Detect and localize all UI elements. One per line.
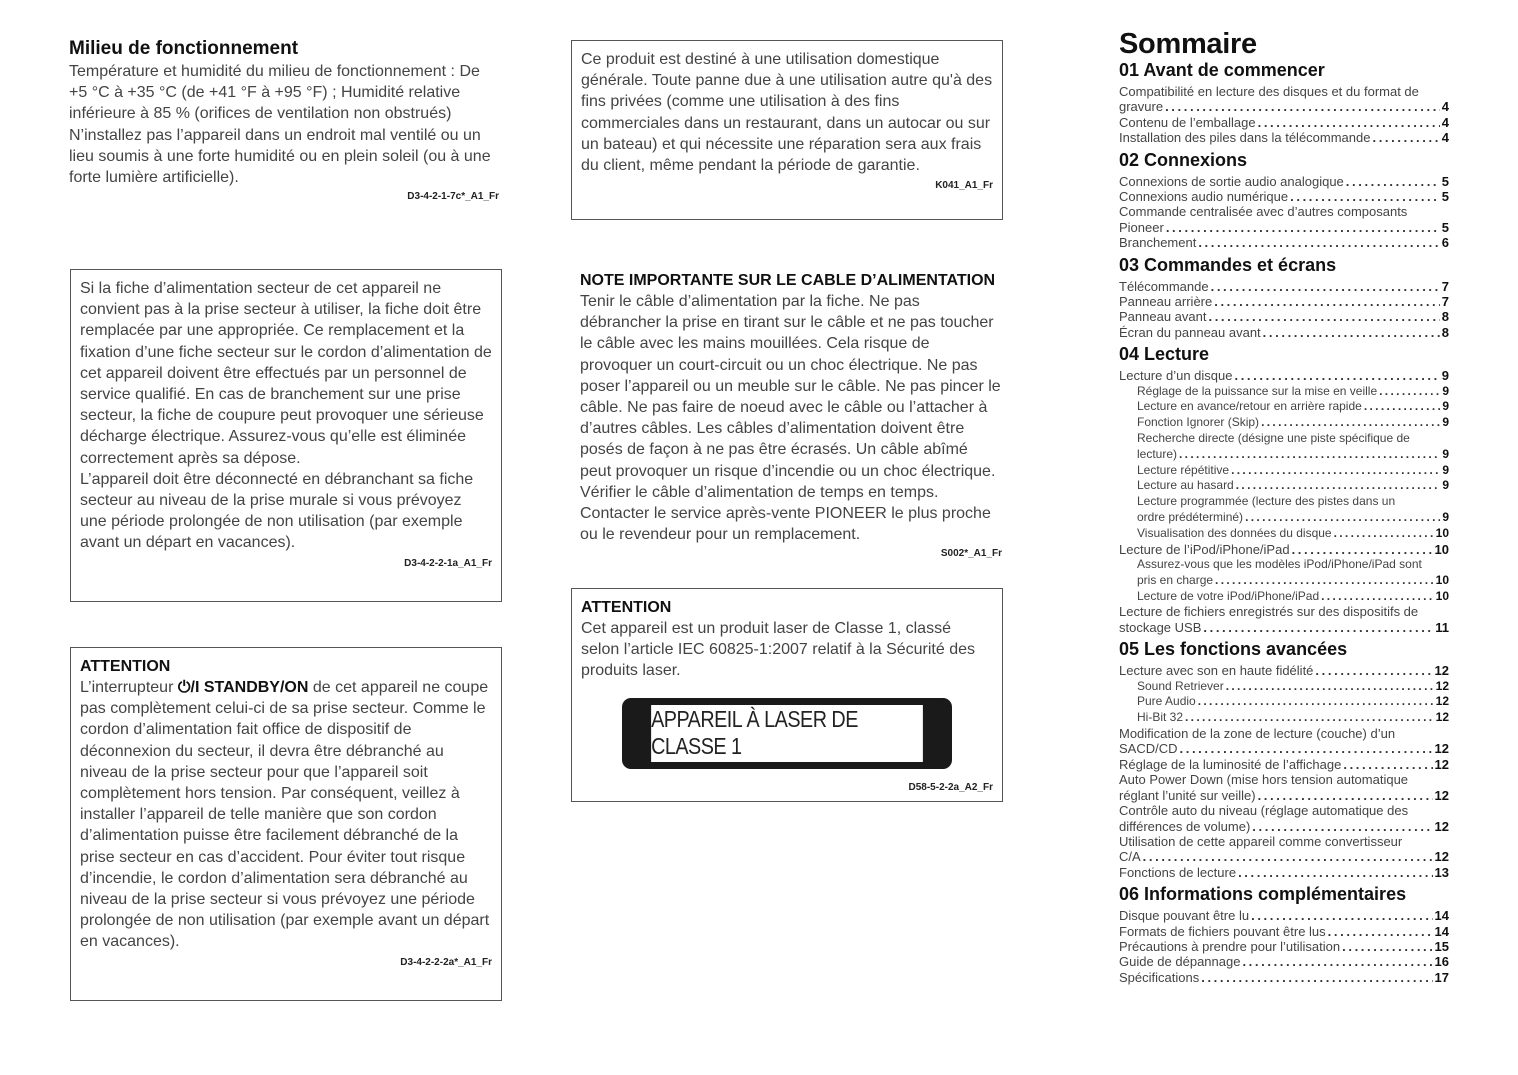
power-cable-text: Tenir le câble d’alimentation par la fiche. Ne pas débrancher la prise en tirant sur le câble et ne pas toucher le câble avec les mains mouillées. Cela risque de provoquer un court-circuit ou un choc électrique. Ne pas poser l’appareil ou un meuble sur le câble. Ne pas pincer le câble. Ne pas faire de noeud avec le câble ou l’attacher à d’autres câbles. Les câbles d’alimentation doivent être posés de façon à ne pas être écrasés. Un câble abîmé peut provoquer un risque d’incendie ou un choc électrique. Vérifier le câble d’alimentation de temps en temps. Contacter le service après-vente PIONEER le plus proche ou le revendeur pour un remplacement. bbox=[580, 293, 1001, 544]
toc-entry[interactable] bbox=[1119, 604, 1449, 635]
toc-page-number: 9 bbox=[1442, 446, 1449, 461]
toc-entry-text: Télécommande bbox=[1119, 278, 1209, 294]
toc-page-number: 12 bbox=[1435, 694, 1449, 709]
toc-page-number: 17 bbox=[1434, 969, 1449, 985]
toc-entry[interactable] bbox=[1119, 478, 1449, 494]
toc-entry-text: Contenu de l’emballage bbox=[1119, 114, 1256, 130]
toc-leader-dots bbox=[1236, 478, 1441, 494]
toc-entry[interactable] bbox=[1119, 970, 1449, 985]
toc-page-number: 9 bbox=[1442, 478, 1449, 493]
toc-entry[interactable] bbox=[1119, 526, 1449, 542]
toc-entry[interactable] bbox=[1119, 772, 1449, 803]
toc-leader-dots bbox=[1208, 309, 1439, 324]
toc-page-number: 9 bbox=[1442, 510, 1449, 525]
toc-entry[interactable] bbox=[1119, 84, 1449, 115]
toc-page-number: 4 bbox=[1441, 130, 1449, 146]
power-cable-title: NOTE IMPORTANTE SUR LE CABLE D’ALIMENTATION bbox=[580, 272, 996, 289]
toc-entry[interactable] bbox=[1119, 710, 1449, 726]
toc-leader-dots bbox=[1238, 865, 1432, 880]
laser-warning-box bbox=[571, 588, 1003, 802]
toc-section-heading[interactable]: 04 Lecture bbox=[1119, 344, 1210, 365]
toc-page-number: 16 bbox=[1434, 954, 1449, 970]
toc-entry-text: Installation des piles dans la télécommande bbox=[1119, 130, 1371, 146]
toc-entry-text: lecture) bbox=[1137, 446, 1178, 461]
toc-leader-dots bbox=[1261, 415, 1440, 431]
toc-entry-text-line1: Modification de la zone de lecture (couche) d’un bbox=[1119, 726, 1396, 742]
toc-leader-dots bbox=[1179, 447, 1440, 463]
toc-entry[interactable] bbox=[1119, 309, 1449, 324]
toc-page-number: 11 bbox=[1435, 619, 1449, 635]
toc-entry[interactable] bbox=[1119, 294, 1449, 309]
toc-leader-dots bbox=[1245, 510, 1440, 526]
toc-leader-dots bbox=[1252, 819, 1432, 834]
toc-entry[interactable] bbox=[1119, 415, 1449, 431]
toc-entry-text-line1: Utilisation de cette appareil comme convertisseur bbox=[1119, 833, 1403, 849]
domestic-use-box bbox=[571, 40, 1003, 220]
toc-entry-text: différences de volume) bbox=[1119, 818, 1251, 834]
toc-entry[interactable] bbox=[1119, 115, 1449, 130]
toc-leader-dots bbox=[1290, 189, 1440, 204]
toc-leader-dots bbox=[1198, 235, 1439, 250]
environment-title: Milieu de fonctionnement bbox=[69, 38, 299, 59]
toc-leader-dots bbox=[1165, 99, 1440, 114]
toc-entry[interactable] bbox=[1119, 189, 1449, 204]
table-of-contents bbox=[1119, 28, 1449, 985]
plug-warning-text-1: Si la fiche d’alimentation secteur de cet appareil ne convient pas à la prise secteur à utiliser, la fiche doit être remplacée par une appropriée. Ce remplacement et la fixation d’une fiche secteur sur le cordon d’alimentation de cet appareil doivent être effectués par un personnel de service qualifié. En cas de branchement sur une prise secteur, la fiche de coupure peut provoquer une sérieuse décharge électrique. Assurez-vous qu’elle est éliminée correctement après sa dépose. bbox=[80, 280, 492, 467]
toc-entry-text: Pure Audio bbox=[1137, 694, 1196, 709]
toc-entry-text: Visualisation des données du disque bbox=[1137, 525, 1332, 540]
toc-body bbox=[1119, 59, 1449, 985]
toc-title: Sommaire bbox=[1119, 28, 1257, 60]
toc-entry-text: Hi-Bit 32 bbox=[1137, 710, 1184, 725]
toc-leader-dots bbox=[1372, 130, 1439, 145]
toc-page-number: 10 bbox=[1435, 588, 1449, 603]
toc-entry-text: C/A bbox=[1119, 849, 1141, 865]
domestic-use-text: Ce produit est destiné à une utilisation domestique générale. Toute panne due à une utilisation autre qu'à des fins privées (comme une utilisation à des fins commerciales dans un restaurant, dans un autocar ou sur un bateau) et qui nécessite une réparation sera aux frais du client, même pendant la période de garantie. bbox=[581, 51, 993, 175]
toc-entry-text: Lecture de votre iPod/iPhone/iPad bbox=[1137, 588, 1320, 603]
toc-entry[interactable] bbox=[1119, 279, 1449, 294]
plug-warning-box bbox=[70, 269, 502, 602]
toc-entry[interactable] bbox=[1119, 542, 1449, 557]
toc-entry-text: Réglage de la luminosité de l’affichage bbox=[1119, 756, 1342, 772]
toc-page-number: 9 bbox=[1442, 462, 1449, 477]
standby-warning-code: D3-4-2-2-2a*_A1_Fr bbox=[400, 956, 492, 968]
toc-entry-text: Panneau avant bbox=[1119, 309, 1207, 325]
toc-entry[interactable] bbox=[1119, 865, 1449, 880]
toc-leader-dots bbox=[1201, 970, 1432, 985]
toc-page-number: 12 bbox=[1434, 663, 1449, 679]
toc-entry-text: Connexions de sortie audio analogique bbox=[1119, 173, 1344, 189]
toc-page-number: 5 bbox=[1441, 219, 1449, 235]
toc-leader-dots bbox=[1315, 663, 1432, 678]
toc-leader-dots bbox=[1166, 220, 1440, 235]
toc-page-number: 10 bbox=[1434, 541, 1449, 557]
toc-entry-text: gravure bbox=[1119, 99, 1164, 115]
toc-leader-dots bbox=[1215, 573, 1434, 589]
toc-entry-text: Connexions audio numérique bbox=[1119, 189, 1289, 205]
toc-page-number: 14 bbox=[1434, 908, 1449, 924]
laser-warning-code: D58-5-2-2a_A2_Fr bbox=[908, 781, 993, 793]
plug-warning-code: D3-4-2-2-1a_A1_Fr bbox=[404, 557, 492, 569]
toc-leader-dots bbox=[1231, 463, 1440, 479]
toc-entry-text: ordre prédéterminé) bbox=[1137, 510, 1244, 525]
toc-leader-dots bbox=[1214, 294, 1440, 309]
toc-leader-dots bbox=[1258, 788, 1433, 803]
toc-section-heading[interactable]: 06 Informations complémentaires bbox=[1119, 884, 1407, 905]
toc-entry-text-line1: Lecture programmée (lecture des pistes dans un bbox=[1137, 494, 1396, 509]
toc-entry-text: Guide de dépannage bbox=[1119, 954, 1241, 970]
laser-warning-text: Cet appareil est un produit laser de Classe 1, classé selon l’article IEC 60825-1:2007 relatif à la Sécurité des produits laser. bbox=[581, 620, 975, 680]
laser-class-label bbox=[622, 698, 952, 769]
toc-entry[interactable] bbox=[1119, 589, 1449, 605]
toc-entry[interactable] bbox=[1119, 557, 1449, 589]
toc-entry[interactable] bbox=[1119, 384, 1449, 400]
toc-entry[interactable] bbox=[1119, 834, 1449, 865]
toc-page-number: 7 bbox=[1441, 278, 1449, 294]
toc-entry-text-line1: Commande centralisée avec d’autres composants bbox=[1119, 204, 1408, 220]
toc-leader-dots bbox=[1211, 279, 1440, 294]
toc-entry[interactable] bbox=[1119, 924, 1449, 939]
toc-entry[interactable] bbox=[1119, 663, 1449, 678]
toc-page-number: 4 bbox=[1441, 114, 1449, 130]
toc-page-number: 7 bbox=[1441, 294, 1449, 310]
toc-entry-text: Réglage de la puissance sur la mise en veille bbox=[1137, 383, 1378, 398]
toc-section-heading[interactable]: 05 Les fonctions avancées bbox=[1119, 639, 1348, 660]
toc-entry[interactable] bbox=[1119, 368, 1449, 383]
toc-page-number: 12 bbox=[1434, 741, 1449, 757]
toc-entry-text: pris en charge bbox=[1137, 572, 1214, 587]
toc-entry-text: Formats de fichiers pouvant être lus bbox=[1119, 923, 1326, 939]
power-cable-section bbox=[580, 270, 1002, 561]
toc-entry-text-line1: Assurez-vous que les modèles iPod/iPhone/iPad sont bbox=[1137, 557, 1422, 572]
toc-leader-dots bbox=[1185, 710, 1434, 726]
toc-leader-dots bbox=[1251, 908, 1432, 923]
toc-entry-text: stockage USB bbox=[1119, 619, 1202, 635]
toc-leader-dots bbox=[1346, 174, 1440, 189]
toc-entry[interactable] bbox=[1119, 130, 1449, 145]
toc-leader-dots bbox=[1203, 620, 1433, 635]
toc-leader-dots bbox=[1321, 589, 1434, 605]
toc-entry-text-line1: Recherche directe (désigne une piste spécifique de bbox=[1137, 431, 1410, 446]
toc-page-number: 6 bbox=[1441, 235, 1449, 251]
toc-page-number: 12 bbox=[1435, 710, 1449, 725]
toc-entry[interactable] bbox=[1119, 399, 1449, 415]
toc-entry-text: Spécifications bbox=[1119, 969, 1200, 985]
toc-entry[interactable] bbox=[1119, 954, 1449, 969]
toc-entry-text: Lecture au hasard bbox=[1137, 478, 1234, 493]
toc-entry[interactable] bbox=[1119, 204, 1449, 235]
laser-class-label-text: APPAREIL À LASER DE CLASSE 1 bbox=[651, 705, 923, 762]
power-cable-code: S002*_A1_Fr bbox=[940, 548, 1002, 560]
standby-warning-text bbox=[80, 677, 492, 953]
toc-entry-text: Branchement bbox=[1119, 235, 1197, 251]
toc-entry-text: Pioneer bbox=[1119, 219, 1164, 235]
toc-entry-text: Fonctions de lecture bbox=[1119, 864, 1237, 880]
toc-page-number: 12 bbox=[1434, 787, 1449, 803]
toc-leader-dots bbox=[1263, 325, 1440, 340]
toc-page-number: 4 bbox=[1441, 99, 1449, 115]
toc-entry[interactable] bbox=[1119, 235, 1449, 250]
toc-leader-dots bbox=[1379, 384, 1440, 400]
toc-leader-dots bbox=[1143, 849, 1433, 864]
toc-section-heading[interactable]: 03 Commandes et écrans bbox=[1119, 254, 1337, 275]
toc-entry-text-line1: Contrôle auto du niveau (réglage automatique des bbox=[1119, 803, 1409, 819]
toc-page-number: 15 bbox=[1434, 938, 1449, 954]
toc-leader-dots bbox=[1334, 526, 1434, 542]
toc-entry-text: Lecture d’un disque bbox=[1119, 368, 1233, 384]
toc-page-number: 9 bbox=[1441, 368, 1449, 384]
toc-page-number: 8 bbox=[1441, 309, 1449, 325]
toc-page-number: 10 bbox=[1435, 525, 1449, 540]
toc-entry[interactable] bbox=[1119, 908, 1449, 923]
toc-entry-text: Écran du panneau avant bbox=[1119, 324, 1261, 340]
toc-entry[interactable] bbox=[1119, 726, 1449, 757]
toc-entry-text: Disque pouvant être lu bbox=[1119, 908, 1250, 924]
toc-leader-dots bbox=[1234, 368, 1439, 383]
toc-page-number: 9 bbox=[1442, 399, 1449, 414]
toc-page-number: 14 bbox=[1434, 923, 1449, 939]
toc-entry-text: Lecture de l’iPod/iPhone/iPad bbox=[1119, 541, 1290, 557]
laser-warning-title: ATTENTION bbox=[581, 599, 672, 616]
toc-page-number: 12 bbox=[1434, 818, 1449, 834]
toc-leader-dots bbox=[1292, 542, 1433, 557]
toc-leader-dots bbox=[1198, 694, 1434, 710]
toc-entry[interactable] bbox=[1119, 431, 1449, 463]
toc-entry[interactable] bbox=[1119, 494, 1449, 526]
toc-entry[interactable] bbox=[1119, 174, 1449, 189]
toc-entry[interactable] bbox=[1119, 939, 1449, 954]
toc-page-number: 5 bbox=[1441, 173, 1449, 189]
toc-leader-dots bbox=[1258, 115, 1440, 130]
toc-entry[interactable] bbox=[1119, 694, 1449, 710]
toc-page-number: 8 bbox=[1441, 324, 1449, 340]
standby-warning-title: ATTENTION bbox=[80, 658, 171, 675]
toc-entry-text-line1: Auto Power Down (mise hors tension automatique bbox=[1119, 772, 1409, 788]
toc-entry-text: Lecture répétitive bbox=[1137, 462, 1230, 477]
toc-page-number: 5 bbox=[1441, 189, 1449, 205]
toc-section-heading[interactable]: 02 Connexions bbox=[1119, 149, 1248, 170]
toc-entry-text: SACD/CD bbox=[1119, 741, 1178, 757]
toc-leader-dots bbox=[1242, 954, 1432, 969]
standby-warning-box bbox=[70, 647, 502, 1001]
toc-leader-dots bbox=[1180, 741, 1433, 756]
toc-leader-dots bbox=[1226, 679, 1434, 695]
toc-entry[interactable] bbox=[1119, 463, 1449, 479]
toc-page-number: 9 bbox=[1442, 415, 1449, 430]
environment-section bbox=[69, 37, 499, 204]
toc-page-number: 10 bbox=[1435, 572, 1449, 587]
toc-entry-text: Sound Retriever bbox=[1137, 678, 1224, 693]
toc-entry-text: Lecture avec son en haute fidélité bbox=[1119, 663, 1314, 679]
toc-entry-text: Panneau arrière bbox=[1119, 294, 1213, 310]
toc-leader-dots bbox=[1364, 399, 1441, 415]
environment-text-1: Température et humidité du milieu de fonctionnement : De +5 °C à +35 °C (de +41 °F à +95 °F) ; Humidité relative inférieure à 85 % (orifices de ventilation non obstrués) bbox=[69, 63, 480, 123]
environment-code: D3-4-2-1-7c*_A1_Fr bbox=[407, 191, 499, 203]
toc-entry-text: Précautions à prendre pour l’utilisation bbox=[1119, 938, 1341, 954]
toc-entry-text-line1: Lecture de fichiers enregistrés sur des dispositifs de bbox=[1119, 604, 1419, 620]
toc-page-number: 12 bbox=[1435, 678, 1449, 693]
standby-post: de cet appareil ne coupe pas complètement celui-ci de sa prise secteur. Comme le cordon d’alimentation fait office de dispositif de déconnexion du secteur, il devra être débranché au niveau de la prise secteur pour que l’appareil soit complètement hors tension. Par conséquent, veillez à installer l’appareil de telle manière que son cordon d’alimentation puisse être facilement débranché de la prise secteur en cas d’accident. Pour éviter tout risque d’incendie, le cordon d’alimentation sera débranché au niveau de la prise secteur si vous prévoyez une période prolongée de non utilisation (par exemple avant un départ en vacances). bbox=[80, 679, 490, 951]
toc-entry-text-line1: Compatibilité en lecture des disques et du format de bbox=[1119, 84, 1419, 99]
toc-page-number: 12 bbox=[1434, 756, 1449, 772]
toc-entry[interactable] bbox=[1119, 803, 1449, 834]
toc-page-number: 12 bbox=[1434, 849, 1449, 865]
toc-page-number: 13 bbox=[1434, 864, 1449, 880]
toc-entry-text: Fonction Ignorer (Skip) bbox=[1137, 415, 1260, 430]
environment-text-2: N’installez pas l’appareil dans un endroit mal ventilé ou un lieu soumis à une forte humidité ou en plein soleil (ou à une forte lumière artificielle). bbox=[69, 126, 491, 187]
toc-entry[interactable] bbox=[1119, 757, 1449, 772]
toc-entry-text: Lecture en avance/retour en arrière rapide bbox=[1137, 399, 1362, 414]
toc-entry-text: réglant l’unité sur veille) bbox=[1119, 787, 1256, 803]
standby-on-label: ⏻/I STANDBY/ON bbox=[177, 679, 309, 696]
domestic-use-code: K041_A1_Fr bbox=[935, 180, 993, 192]
toc-leader-dots bbox=[1343, 757, 1432, 772]
plug-warning-text-2: L’appareil doit être déconnecté en débranchant sa fiche secteur au niveau de la prise murale si vous prévoyez une période prolongée de non utilisation (par exemple avant un départ en vacances). bbox=[80, 470, 474, 552]
standby-pre: L’interrupteur bbox=[80, 679, 178, 696]
toc-entry[interactable] bbox=[1119, 679, 1449, 695]
toc-entry[interactable] bbox=[1119, 325, 1449, 340]
toc-leader-dots bbox=[1342, 939, 1432, 954]
toc-page-number: 9 bbox=[1442, 383, 1449, 398]
toc-leader-dots bbox=[1328, 924, 1433, 939]
toc-section-heading[interactable]: 01 Avant de commencer bbox=[1119, 60, 1325, 80]
